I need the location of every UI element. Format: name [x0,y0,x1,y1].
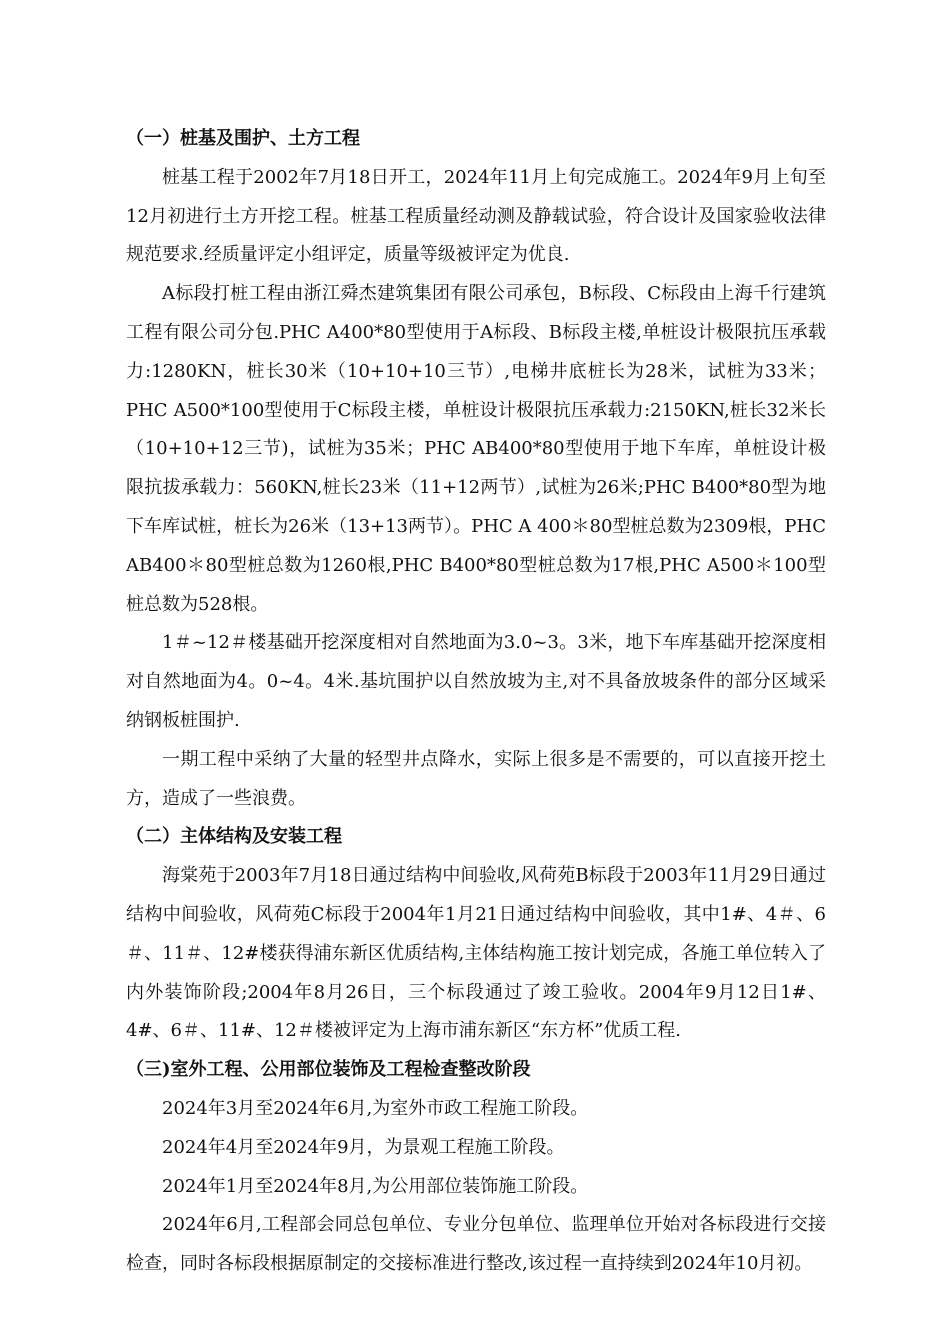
paragraph: 桩基工程于2002年7月18日开工，2024年11月上旬完成施工。2024年9月上旬至12月初进行土方开挖工程。桩基工程质量经动测及静载试验，符合设计及国家验收法律规范要求.经质量评定小组评定，质量等级被评定为优良. [126,166,826,266]
paragraph: 一期工程中采纳了大量的轻型井点降水，实际上很多是不需要的，可以直接开挖土方，造成了一些浪费。 [126,748,826,809]
paragraph: 2024年1月至2024年8月,为公用部位装饰施工阶段。 [162,1175,589,1197]
paragraph: 海棠苑于2003年7月18日通过结构中间验收,风荷苑B标段于2003年11月29日通过结构中间验收，风荷苑C标段于2004年1月21日通过结构中间验收，其中1#、4＃、6＃、11＃、12#楼获得浦东新区优质结构,主体结构施工按计划完成，各施工单位转入了内外装饰阶段;2004年8月26日，三个标段通过了竣工验收。2004年9月12日1#、4#、6＃、11#、12＃楼被评定为上海市浦东新区“东方杯”优质工程. [126,865,826,1042]
section-heading: （一）桩基及围护、土方工程 [126,128,360,149]
paragraph: 1＃~12＃楼基础开挖深度相对自然地面为3.0~3。3米，地下车库基础开挖深度相对自然地面为4。0~4。4米.基坑围护以自然放坡为主,对不具备放坡条件的部分区域采纳钢板桩围护. [126,632,826,731]
section-2 [126,818,826,1051]
section-3 [126,1051,826,1284]
paragraph: A标段打桩工程由浙江舜杰建筑集团有限公司承包，B标段、C标段由上海千行建筑工程有限公司分包.PHC A400*80型使用于A标段、B标段主楼,单桩设计极限抗压承载力:1280KN，桩长30米（10+10+10三节）,电梯井底桩长为28米，试桩为33米； PHC A500*100型使用于C标段主楼，单桩设计极限抗压承载力:2150KN,桩长32米长（10+10+12三节)，试桩为35米；PHC AB400*80型使用于地下车库，单桩设计极限抗拔承载力：560KN,桩长23米（11+12两节）,试桩为26米;PHC B400*80型为地下车库试桩，桩长为26米（13+13两节）。PHC A 400＊80型桩总数为2309根，PHC AB400＊80型桩总数为1260根,PHC B400*80型桩总数为17根,PHC A500＊100型桩总数为528根。 [126,283,826,615]
document-page [126,120,826,1284]
paragraph: 2024年6月,工程部会同总包单位、专业分包单位、监理单位开始对各标段进行交接检查，同时各标段根据原制定的交接标准进行整改,该过程一直持续到2024年10月初。 [126,1214,826,1275]
section-heading: （二）主体结构及安装工程 [126,826,342,848]
section-1 [126,120,826,818]
paragraph: 2024年3月至2024年6月,为室外市政工程施工阶段。 [162,1097,589,1119]
section-heading: （三)室外工程、公用部位装饰及工程检查整改阶段 [126,1059,531,1081]
paragraph: 2024年4月至2024年9月，为景观工程施工阶段。 [162,1136,565,1158]
